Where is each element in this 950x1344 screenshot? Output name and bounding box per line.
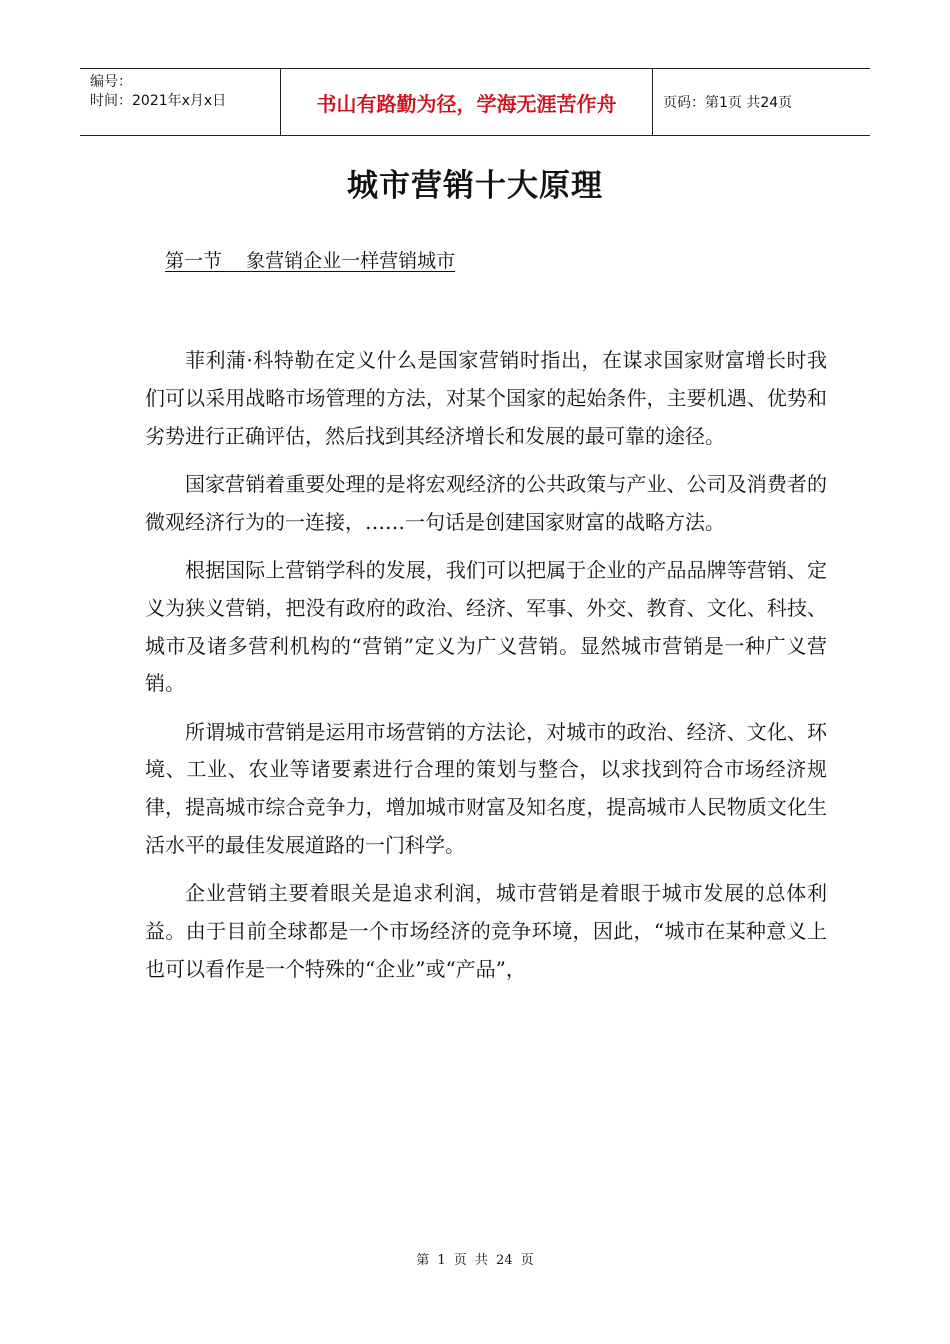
date-label: 时间：2021年x月x日 xyxy=(90,93,227,109)
section-heading: 第一节 象营销企业一样营销城市 xyxy=(165,250,456,272)
document-title: 城市营销十大原理 xyxy=(347,168,603,204)
paragraph: 国家营销着重要处理的是将宏观经济的公共政策与产业、公司及消费者的微观经济行为的一连接，……一句话是创建国家财富的战略方法。 xyxy=(145,471,827,534)
header-meta xyxy=(80,69,281,135)
paragraph: 菲利蒲·科特勒在定义什么是国家营销时指出，在谋求国家财富增长时我们可以采用战略市场管理的方法，对某个国家的起始条件，主要机遇、优势和劣势进行正确评估，然后找到其经济增长和发展的最可靠的途径。 xyxy=(145,348,827,448)
paragraph: 所谓城市营销是运用市场营销的方法论，对城市的政治、经济、文化、环境、工业、农业等诸要素进行合理的策划与整合，以求找到符合市场经济规律，提高城市综合竞争力，增加城市财富及知名度，提高城市人民物质文化生活水平的最佳发展道路的一门科学。 xyxy=(145,719,827,858)
header-motto-cell xyxy=(281,69,653,135)
paragraph: 根据国际上营销学科的发展，我们可以把属于企业的产品品牌等营销、定义为狭义营销，把没有政府的政治、经济、军事、外交、教育、文化、科技、城市及诸多营利机构的“营销”定义为广义营销。显然城市营销是一种广义营销。 xyxy=(145,557,827,696)
paragraph: 企业营销主要着眼关是追求利润，城市营销是着眼于城市发展的总体利益。由于目前全球都是一个市场经济的竞争环境，因此，“城市在某种意义上也可以看作是一个特殊的“企业”或“产品”， xyxy=(145,881,827,981)
page-footer: 第 1 页 共 24 页 xyxy=(416,1253,534,1268)
header-page-code: 页码：第1页 共24页 xyxy=(663,95,793,111)
page-header xyxy=(80,68,870,136)
header-motto: 书山有路勤为径，学海无涯苦作舟 xyxy=(316,91,617,116)
serial-label: 编号： xyxy=(90,74,132,90)
document-body xyxy=(145,342,827,999)
